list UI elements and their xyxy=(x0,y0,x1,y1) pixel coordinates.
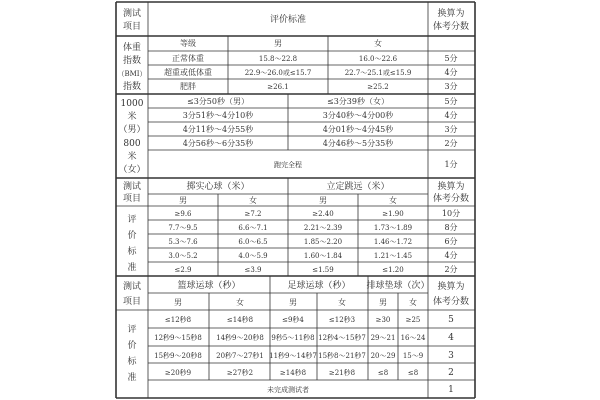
run-male-cell: 4分11秒～4分55秒 xyxy=(182,125,254,134)
header-score-line-1: 换算为 xyxy=(437,9,465,19)
ball-male-cell: ≥9.6 xyxy=(174,210,192,218)
tj-ball-male: 男 xyxy=(179,196,187,205)
balls-item-line-2: 项目 xyxy=(122,297,142,307)
bmi-score-cell: 5分 xyxy=(444,54,458,63)
balls-rows xyxy=(154,315,454,378)
bmi-male-cell: 15.8～22.8 xyxy=(258,55,298,63)
tj-ball-female: 女 xyxy=(249,196,257,205)
balls-volley-header: 排球垫球（次） xyxy=(366,281,430,291)
tj-score-cell: 10分 xyxy=(441,209,461,218)
bmi-head-male: 男 xyxy=(274,39,282,48)
bmi-head-female: 女 xyxy=(374,39,382,48)
balls-label-4: 准 xyxy=(127,373,137,383)
ball-male-cell: 5.3～7.6 xyxy=(168,238,198,246)
run-score-cell: 3分 xyxy=(444,125,458,134)
balls-label-2: 价 xyxy=(127,341,137,351)
run-score-cell: 4分 xyxy=(444,111,458,120)
tj-score-line-2: 体考分数 xyxy=(432,194,470,204)
balls-foot-female: 女 xyxy=(338,298,346,307)
bmi-male-cell: ≥26.1 xyxy=(267,83,289,91)
balls-volley-female: 女 xyxy=(409,298,417,307)
bmi-rows xyxy=(164,53,458,91)
volley-male-cell: 29～21 xyxy=(370,334,396,342)
throwjump-rows xyxy=(168,208,460,274)
bmi-male-cell: 22.9～26.0或≤15.7 xyxy=(244,69,312,77)
run-label-1: 1000 xyxy=(120,99,144,109)
ball-male-cell: ≤2.9 xyxy=(174,266,192,274)
jump-female-cell: 1.21～1.45 xyxy=(373,252,413,260)
balls-item-line-1: 测试 xyxy=(122,282,142,292)
tj-score-cell: 8分 xyxy=(444,223,458,232)
run-finish-text: 跑完全程 xyxy=(274,161,302,169)
run-label-4: 800 xyxy=(123,139,141,149)
bmi-grade-cell: 正常体重 xyxy=(172,54,204,63)
foot-female-cell: ≥21秒8 xyxy=(328,369,356,377)
volley-male-cell: 20～29 xyxy=(370,352,396,360)
tj-label-2: 价 xyxy=(127,231,137,241)
foot-female-cell: 12秒4～15秒7 xyxy=(318,334,366,342)
balls-label-3: 标 xyxy=(127,357,137,367)
balls-score-line-1: 换算为 xyxy=(437,282,465,292)
volley-male-cell: ≥30 xyxy=(375,316,391,324)
basket-female-cell: ≤14秒8 xyxy=(226,316,254,324)
bmi-female-cell: ≥25.2 xyxy=(367,83,389,91)
balls-score-cell: 2 xyxy=(448,368,454,378)
tj-jump-male: 男 xyxy=(319,196,327,205)
foot-male-cell: 9秒5～11秒8 xyxy=(271,334,315,342)
ball-male-cell: 3.0～5.2 xyxy=(168,252,198,260)
run-score-cell: 5分 xyxy=(444,97,458,106)
foot-male-cell: ≤9秒4 xyxy=(282,316,304,324)
jump-female-cell: 1.46～1.72 xyxy=(373,238,413,246)
balls-finish-text: 未完成测试者 xyxy=(267,386,309,394)
volley-female-cell: 16～24 xyxy=(400,334,426,342)
run-label-5: 米 xyxy=(127,152,137,162)
balls-volley-male: 男 xyxy=(379,298,387,307)
bmi-score-cell: 4分 xyxy=(444,68,458,77)
run-female-cell: 4分01秒～4分45秒 xyxy=(322,125,394,134)
foot-female-cell: 15秒8～21秒7 xyxy=(318,352,366,360)
jump-male-cell: 2.21～2.39 xyxy=(303,224,343,232)
tj-score-line-1: 换算为 xyxy=(437,182,465,192)
run-label-3: （男） xyxy=(118,125,146,135)
balls-foot-male: 男 xyxy=(289,298,297,307)
run-male-cell: 4分56秒～6分35秒 xyxy=(182,139,254,148)
balls-basket-header: 篮球运球（秒） xyxy=(177,281,241,291)
bmi-head-grade: 等级 xyxy=(180,39,196,48)
tj-item-line-2: 项目 xyxy=(122,194,142,204)
ball-female-cell: 6.6～7.1 xyxy=(238,224,268,232)
jump-female-cell: ≤1.20 xyxy=(382,266,404,274)
volley-female-cell: 15～9 xyxy=(402,352,424,360)
tj-jump-female: 女 xyxy=(389,196,397,205)
ball-female-cell: ≤3.9 xyxy=(244,266,262,274)
tj-score-cell: 4分 xyxy=(444,251,458,260)
tj-label-1: 评 xyxy=(127,215,137,225)
balls-score-cell: 3 xyxy=(448,351,454,361)
foot-female-cell: ≤12秒3 xyxy=(328,316,356,324)
volley-female-cell: ≤8 xyxy=(407,369,419,377)
bmi-grade-cell: 超重或低体重 xyxy=(164,68,212,77)
balls-basket-female: 女 xyxy=(236,298,244,307)
balls-foot-header: 足球运球（秒） xyxy=(287,281,351,291)
header-item-line-2: 项目 xyxy=(122,22,142,32)
basket-male-cell: 12秒9～15秒8 xyxy=(154,334,202,342)
run-male-cell: 3分51秒～4分10秒 xyxy=(182,111,254,120)
tj-label-3: 标 xyxy=(127,247,137,257)
run-finish-score: 1分 xyxy=(444,160,458,169)
balls-score-cell: 5 xyxy=(448,315,454,325)
run-male-cell: ≤3分50秒（男） xyxy=(187,97,249,106)
header-score-line-2: 体考分数 xyxy=(432,22,470,32)
foot-male-cell: 11秒9～14秒7 xyxy=(269,352,317,360)
balls-score-cell: 4 xyxy=(448,333,454,343)
ball-female-cell: 6.0～6.5 xyxy=(238,238,268,246)
jump-male-cell: 1.85～2.20 xyxy=(303,238,343,246)
bmi-female-cell: 22.7～25.1或≤15.9 xyxy=(344,69,412,77)
jump-female-cell: 1.73～1.89 xyxy=(373,224,413,232)
tj-item-line-1: 测试 xyxy=(122,182,142,192)
volley-female-cell: ≥25 xyxy=(405,316,421,324)
run-female-cell: 4分46秒～5分35秒 xyxy=(322,139,394,148)
tj-score-cell: 2分 xyxy=(444,265,458,274)
jump-male-cell: ≤1.59 xyxy=(312,266,334,274)
run-female-cell: ≤3分39秒（女） xyxy=(327,97,389,106)
balls-label-1: 评 xyxy=(127,325,137,335)
tj-jump-header: 立定跳远（米） xyxy=(326,182,390,192)
bmi-grade-cell: 肥胖 xyxy=(180,82,196,91)
jump-female-cell: ≥1.90 xyxy=(382,210,404,218)
run-score-cell: 2分 xyxy=(444,139,458,148)
run-female-cell: 3分40秒～4分00秒 xyxy=(322,111,394,120)
run-label-2: 米 xyxy=(127,112,137,122)
foot-male-cell: ≥14秒8 xyxy=(279,369,307,377)
ball-female-cell: ≥7.2 xyxy=(244,210,262,218)
bmi-label-2: 指数 xyxy=(122,56,142,66)
tj-ball-header: 掷实心球（米） xyxy=(186,182,250,192)
bmi-label-4: 指数 xyxy=(122,82,142,92)
jump-male-cell: ≥2.40 xyxy=(312,210,334,218)
basket-male-cell: ≤12秒8 xyxy=(164,316,192,324)
balls-finish-score: 1 xyxy=(448,385,454,395)
run-label-6: （女） xyxy=(118,165,146,175)
bmi-female-cell: 16.0～22.6 xyxy=(358,55,398,63)
volley-male-cell: ≤8 xyxy=(377,369,389,377)
header-standard: 评价标准 xyxy=(269,15,307,25)
balls-basket-male: 男 xyxy=(174,298,182,307)
balls-score-line-2: 体考分数 xyxy=(432,297,470,307)
basket-female-cell: ≥27秒2 xyxy=(226,369,254,377)
basket-female-cell: 20秒7～27秒1 xyxy=(216,352,264,360)
ball-male-cell: 7.7～9.5 xyxy=(168,224,198,232)
header-item-line-1: 测试 xyxy=(122,9,142,19)
tj-label-4: 准 xyxy=(127,263,137,273)
basket-male-cell: 15秒9～20秒8 xyxy=(154,352,202,360)
jump-male-cell: 1.60～1.84 xyxy=(303,252,343,260)
bmi-label-3: （BMI） xyxy=(117,70,147,78)
basket-male-cell: ≥20秒9 xyxy=(164,369,192,377)
bmi-score-cell: 3分 xyxy=(444,82,458,91)
basket-female-cell: 14秒9～20秒8 xyxy=(216,334,264,342)
ball-female-cell: 4.0～5.9 xyxy=(238,252,268,260)
tj-score-cell: 6分 xyxy=(444,237,458,246)
bmi-label-1: 体重 xyxy=(122,43,142,53)
